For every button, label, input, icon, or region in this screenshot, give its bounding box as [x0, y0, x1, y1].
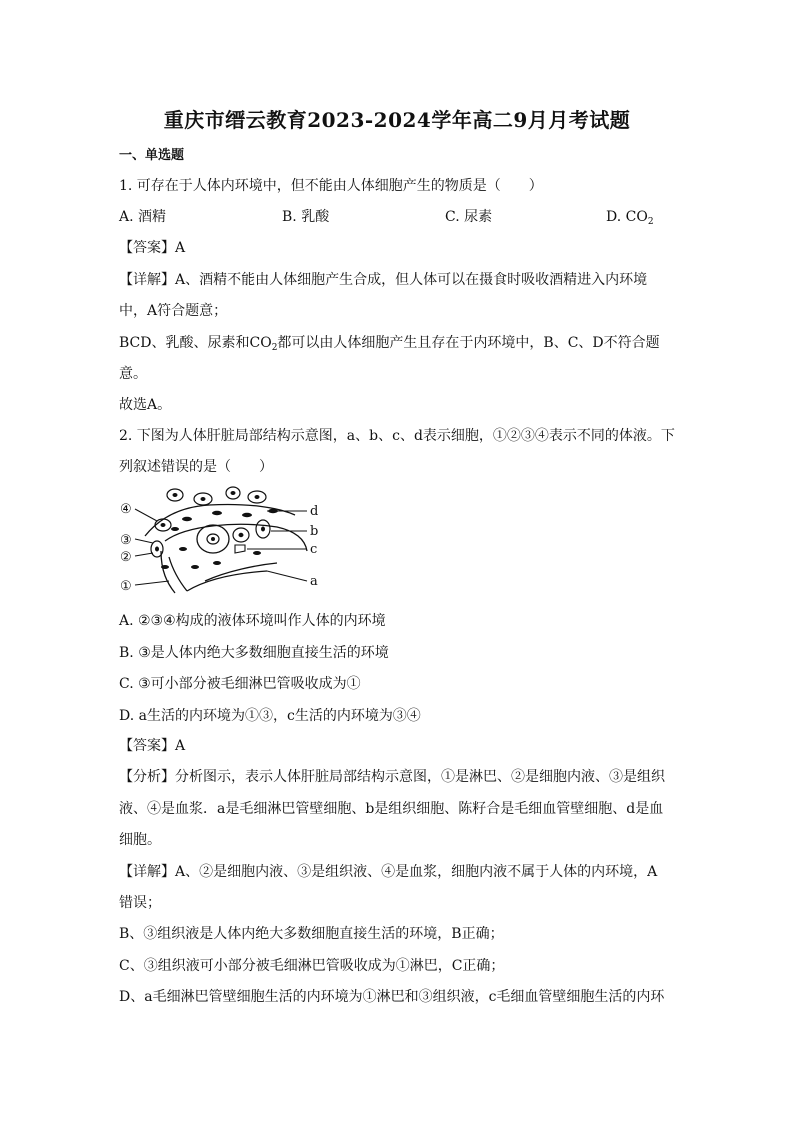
label-c: c: [310, 542, 318, 557]
q2-stem-line-1: 2. 下图为人体肝脏局部结构示意图，a、b、c、d表示细胞，①②③④表示不同的体液。下: [119, 428, 675, 444]
liver-structure-diagram: [117, 481, 327, 597]
q1-detail-line-2: 中，A符合题意；: [119, 303, 228, 319]
q1-stem: 1. 可存在于人体内环境中，但不能由人体细胞产生的物质是（ ）: [119, 178, 543, 194]
q1-detail-line-4: 意。: [119, 366, 147, 382]
q2-analysis-line-2: 液、④是血浆．a是毛细淋巴管壁细胞、b是组织细胞、陈籽合是毛细血管壁细胞、d是血: [119, 801, 664, 817]
q2-answer: 【答案】A: [119, 738, 186, 754]
label-4: ④: [120, 502, 132, 517]
q2-option-b: B. ③是人体内绝大多数细胞直接生活的环境: [119, 645, 389, 661]
label-2: ②: [120, 550, 132, 565]
section-heading: 一、单选题: [119, 148, 185, 163]
q2-analysis-line-3: 细胞。: [119, 832, 161, 848]
q1-detail-line-1: 【详解】A、酒精不能由人体细胞产生合成，但人体可以在摄食时吸收酒精进入内环境: [119, 272, 648, 288]
q2-option-a: A. ②③④构成的液体环境叫作人体的内环境: [119, 613, 386, 629]
q1-option-c: C. 尿素: [445, 209, 493, 225]
q1-option-d: D. $CO_2$: [606, 209, 654, 227]
label-b: b: [310, 524, 319, 539]
label-3: ③: [120, 533, 132, 548]
q1-answer: 【答案】A: [119, 240, 186, 256]
q2-option-d: D. a生活的内环境为①③，c生活的内环境为③④: [119, 708, 421, 724]
label-1: ①: [120, 579, 132, 594]
q1-option-b: B. 乳酸: [282, 209, 330, 225]
q2-detail-line-1: 【详解】A、②是细胞内液、③是组织液、④是血浆，细胞内液不属于人体的内环境，A: [119, 864, 658, 880]
q2-detail-line-4: C、③组织液可小部分被毛细淋巴管吸收成为①淋巴，C正确；: [119, 958, 505, 974]
q2-option-c: C. ③可小部分被毛细淋巴管吸收成为①: [119, 676, 361, 692]
q2-detail-line-3: B、③组织液是人体内绝大多数细胞直接生活的环境，B正确；: [119, 926, 504, 942]
page-title: 重庆市缙云教育2023-2024学年高二9月月考试题: [163, 108, 631, 132]
q1-detail-line-3: BCD、乳酸、尿素和$CO_2$都可以由人体细胞产生且存在于内环境中，B、C、D不符合题: [119, 335, 660, 353]
q1-option-a: A. 酒精: [119, 209, 167, 225]
label-a: a: [310, 574, 318, 589]
q2-detail-line-2: 错误；: [119, 895, 161, 911]
q2-stem-line-2: 列叙述错误的是（ ）: [119, 459, 273, 475]
q2-detail-line-5: D、a毛细淋巴管壁细胞生活的内环境为①淋巴和③组织液，c毛细血管壁细胞生活的内环: [119, 989, 665, 1005]
q1-conclusion: 故选A。: [119, 397, 172, 413]
label-d: d: [310, 504, 319, 519]
q2-analysis-line-1: 【分析】分析图示，表示人体肝脏局部结构示意图，①是淋巴、②是细胞内液、③是组织: [119, 769, 665, 785]
